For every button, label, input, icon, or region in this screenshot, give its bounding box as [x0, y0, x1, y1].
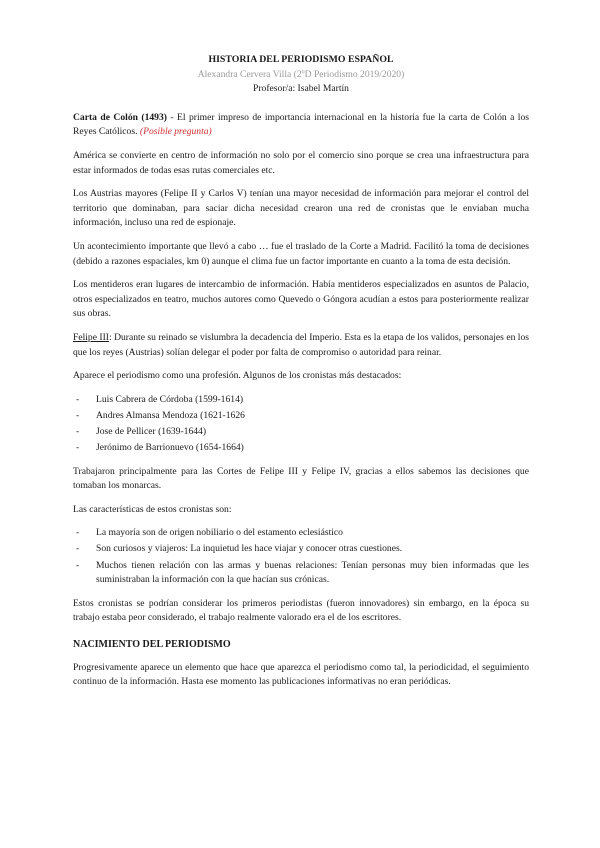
list-item: - Jerónimo de Barrionuevo (1654-1664)	[73, 441, 529, 456]
list-item: - Jose de Pellicer (1639-1644)	[73, 425, 529, 440]
paragraph-cortes: Trabajaron principalmente para las Cortes de Felipe III y Felipe IV, gracias a ellos sabemos las decisiones que tomaban los monarcas.	[73, 465, 529, 492]
professor-line: Profesor/a: Isabel Martín	[253, 83, 349, 95]
felipe-iii-text: : Durante su reinado se vislumbra la decadencia del Imperio. Esta es la etapa de los validos, personajes en los que los reyes (Austrias) solían delegar el poder por falta de compromiso o autoridad para reinar.	[73, 331, 529, 358]
paragraph-primeros-periodistas: Estos cronistas se podrían considerar los primeros periodistas (fueron innovadores) sin embargo, en la época su trabajo estaba peor considerado, el trabajo realmente valorado era el de los escritores.	[73, 597, 529, 624]
carta-colon-heading: Carta de Colón (1493)	[73, 111, 167, 123]
paragraph-america: América se convierte en centro de información no solo por el comercio sino porque se crea una infraestructura para estar informados de todas esas rutas comerciales etc.	[73, 149, 529, 176]
paragraph-caracteristicas-intro: Las características de estos cronistas son:	[73, 503, 232, 515]
document-title: HISTORIA DEL PERIODISMO ESPAÑOL	[208, 54, 394, 65]
paragraph-austrias: Los Austrias mayores (Felipe II y Carlos V) tenían una mayor necesidad de información para mejorar el control del territorio que dominaban, para saciar dicha necesidad crearon una red de cronistas que le enviaban mucha información, incluso una red de espionaje.	[73, 188, 529, 229]
carta-colon-text: - El primer impreso de importancia internacional en la historia fue la carta de Colón a los Reyes Católicos.	[73, 111, 529, 138]
paragraph-mentideros: Los mentideros eran lugares de intercambio de información. Había mentideros especializados en asuntos de Palacio, otros especializados en teatro, muchos autores como Quevedo o Góngora acudían a estos para posteriormente realizar sus obras.	[73, 279, 529, 320]
paragraph-corte-madrid: Un acontecimiento importante que llevó a cabo … fue el traslado de la Corte a Madrid. Facilitó la toma de decisiones (debido a razones espaciales, km 0) aunque el clima fue un factor importante en cuanto a la toma de esta decisión.	[73, 240, 529, 267]
paragraph-periodicidad: Progresivamente aparece un elemento que hace que aparezca el periodismo como tal, la periodicidad, el seguimiento continuo de la información. Hasta ese momento las publicaciones informativas no eran periódicas.	[73, 661, 529, 688]
caracteristicas-list	[73, 526, 529, 587]
paragraph-felipe-iii	[73, 331, 529, 360]
felipe-iii-label: Felipe III	[73, 331, 109, 343]
list-item: - Andres Almansa Mendoza (1621-1626	[73, 409, 529, 424]
list-item: - Luis Cabrera de Córdoba (1599-1614)	[73, 393, 529, 408]
list-item: - La mayoría son de origen nobiliario o del estamento eclesiástico	[73, 526, 529, 541]
possible-question-note: (Posible pregunta)	[139, 126, 212, 138]
list-item: - Son curiosos y viajeros: La inquietud les hace viajar y conocer otras cuestiones.	[73, 542, 529, 557]
author-line: Alexandra Cervera Villa (2ºD Periodismo 2019/2020)	[197, 68, 405, 80]
document-page	[73, 53, 529, 699]
paragraph-profesion: Aparece el periodismo como una profesión. Algunos de los cronistas más destacados:	[73, 370, 402, 382]
section-heading: NACIMIENTO DEL PERIODISMO	[73, 638, 231, 650]
cronistas-list	[73, 393, 529, 456]
paragraph-carta-colon	[73, 111, 529, 140]
list-item: - Muchos tienen relación con las armas y buenas relaciones: Tenían personas muy bien informadas que les suministraban la información con la que hacían sus crónicas.	[73, 559, 529, 588]
